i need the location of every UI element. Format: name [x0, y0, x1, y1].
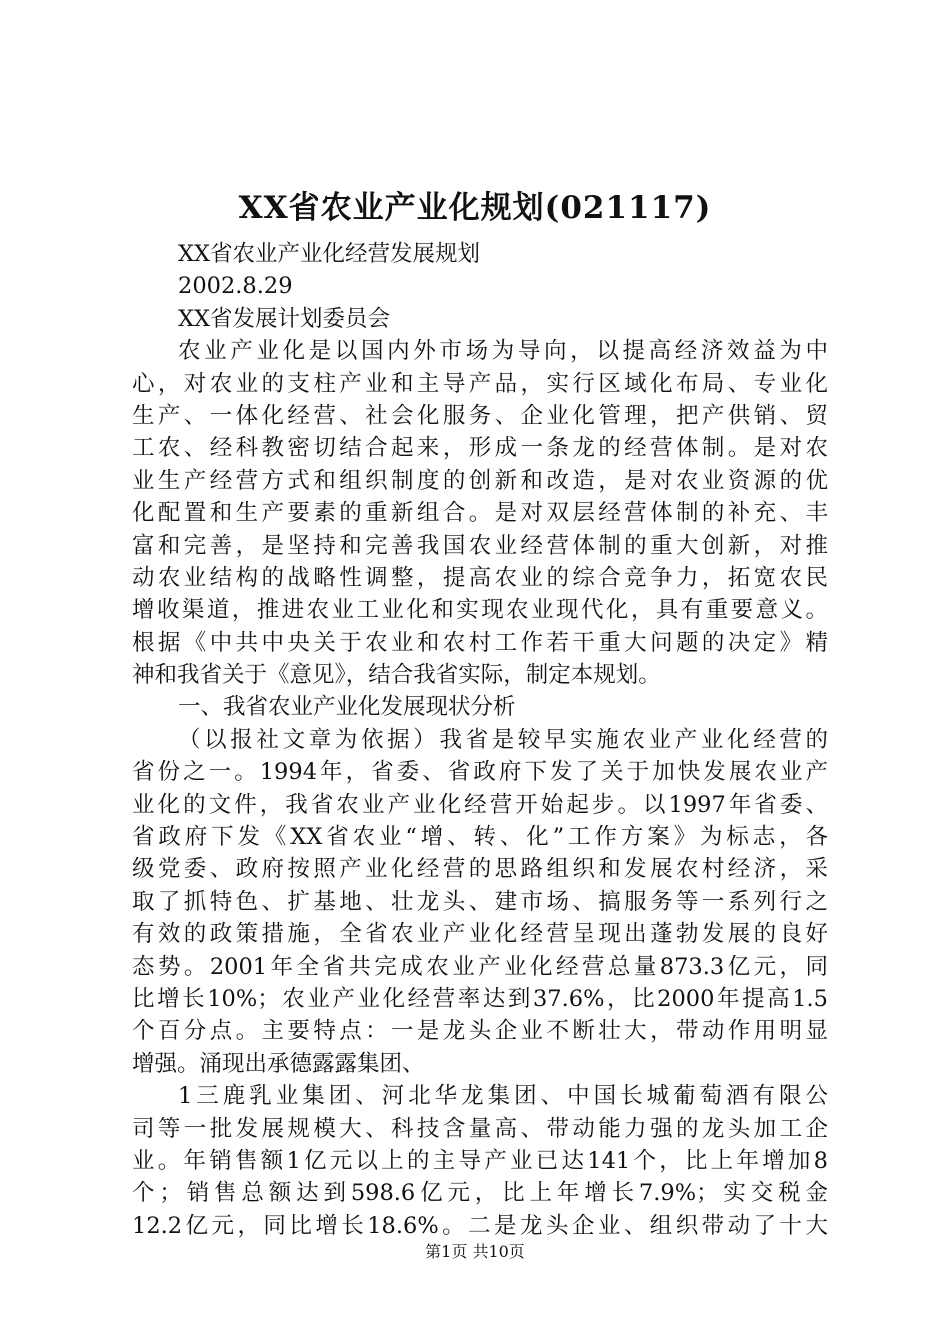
text-line: 神和我省关于《意见》，结合我省实际，制定本规划。	[132, 662, 661, 689]
text-line: 取了抓特色、扩基地、壮龙头、建市场、搞服务等一系列行之	[132, 888, 828, 915]
section-heading: 一、我省农业产业化发展现状分析	[178, 694, 516, 721]
text-line: 个；销售总额达到598.6亿元，比上年增长7.9%；实交税金	[132, 1180, 828, 1207]
text-line: 增强。涌现出承德露露集团、	[132, 1050, 425, 1077]
text-line: 农业产业化是以国内外市场为导向，以提高经济效益为中	[178, 338, 828, 365]
text-line: 业化的文件，我省农业产业化经营开始起步。以1997年省委、	[132, 791, 828, 818]
text-line: 业。年销售额1亿元以上的主导产业已达141个，比上年增加8	[132, 1147, 828, 1174]
text-line: 动农业结构的战略性调整，提高农业的综合竞争力，拓宽农民	[132, 564, 828, 591]
text-line: 生产、一体化经营、社会化服务、企业化管理，把产供销、贸	[132, 402, 828, 429]
text-line: （以报社文章为依据）我省是较早实施农业产业化经营的	[178, 726, 828, 753]
page-number: 第1页 共10页	[425, 1242, 525, 1261]
document-body	[132, 238, 828, 1242]
text-line: 富和完善，是坚持和完善我国农业经营体制的重大创新，对推	[132, 532, 828, 559]
text-line: 态势。2001年全省共完成农业产业化经营总量873.3亿元，同	[132, 953, 828, 980]
author-line: XX省发展计划委员会	[178, 305, 391, 332]
text-line: 心，对农业的支柱产业和主导产品，实行区域化布局、专业化	[132, 370, 828, 397]
document-title: XX省农业产业化规划(021117)	[238, 190, 712, 226]
subtitle-line: XX省农业产业化经营发展规划	[178, 241, 481, 267]
text-line: 12.2亿元，同比增长18.6%。二是龙头企业、组织带动了十大	[132, 1212, 828, 1239]
text-line: 省政府下发《XX省农业“增、转、化”工作方案》为标志，各	[132, 824, 828, 851]
text-line: 司等一批发展规模大、科技含量高、带动能力强的龙头加工企	[132, 1115, 828, 1142]
text-line: 比增长10%；农业产业化经营率达到37.6%，比2000年提高1.5	[132, 985, 828, 1012]
text-line: 工农、经科教密切结合起来，形成一条龙的经营体制。是对农	[132, 435, 828, 462]
text-line: 有效的政策措施，全省农业产业化经营呈现出蓬勃发展的良好	[132, 921, 828, 948]
text-line: 增收渠道，推进农业工业化和实现农业现代化，具有重要意义。	[132, 597, 828, 624]
text-line: 业生产经营方式和组织制度的创新和改造，是对农业资源的优	[132, 467, 828, 494]
date-line: 2002.8.29	[178, 273, 293, 300]
text-line: 化配置和生产要素的重新组合。是对双层经营体制的补充、丰	[132, 500, 828, 527]
text-line: 根据《中共中央关于农业和农村工作若干重大问题的决定》精	[132, 629, 828, 656]
text-line: 级党委、政府按照产业化经营的思路组织和发展农村经济，采	[132, 856, 828, 883]
text-line: 个百分点。主要特点：一是龙头企业不断壮大，带动作用明显	[132, 1018, 828, 1045]
text-line: 省份之一。1994年，省委、省政府下发了关于加快发展农业产	[132, 759, 828, 786]
text-line: 1三鹿乳业集团、河北华龙集团、中国长城葡萄酒有限公	[178, 1083, 828, 1110]
